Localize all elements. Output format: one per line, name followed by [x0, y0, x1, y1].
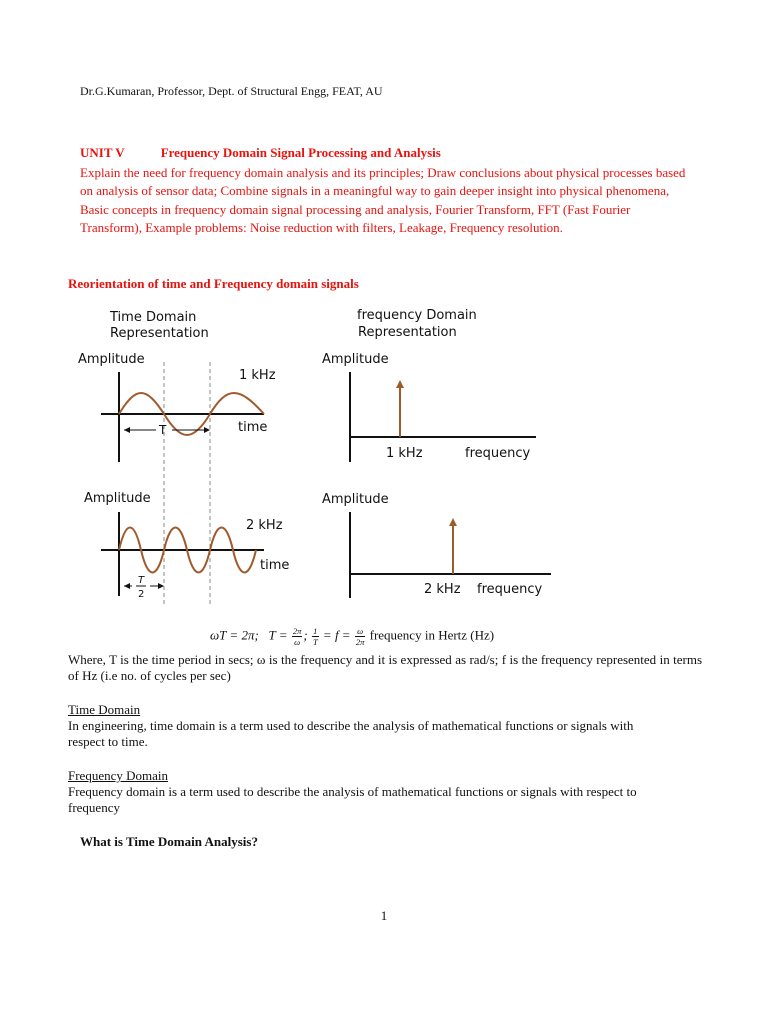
document-header: Dr.G.Kumaran, Professor, Dept. of Structural Engg, FEAT, AU: [80, 84, 383, 98]
formula-fraction-3: [355, 626, 366, 647]
formula-frac1-num: 2π: [292, 626, 302, 636]
period-arrow-right-head: [204, 427, 210, 433]
formula-suffix: frequency in Hertz (Hz): [369, 627, 495, 643]
frequency-domain-section: [68, 768, 668, 816]
top-right-frequency-label: frequency: [465, 446, 531, 461]
half-period-numerator: T: [138, 575, 145, 586]
spectral-line-2khz-head: [449, 518, 457, 526]
top-left-freq-label: 1 kHz: [239, 368, 276, 383]
time-domain-title-line1: Time Domain: [110, 310, 197, 325]
where-paragraph: Where, T is the time period in secs; ω is the frequency and it is expressed as rad/s; f is the frequency represented in terms of Hz (i.e no. of cycles per sec): [68, 652, 702, 683]
half-period-denominator: 2: [138, 589, 145, 600]
page-number: 1: [380, 908, 388, 923]
formula-frac1-den: ω: [294, 637, 301, 647]
time-domain-title-line2: Representation: [110, 326, 209, 341]
bottom-left-amplitude-label: Amplitude: [84, 491, 151, 506]
bottom-right-amplitude-label: Amplitude: [322, 492, 389, 507]
formula-part2: T =: [268, 627, 288, 643]
frequency-domain-heading: Frequency Domain: [68, 768, 169, 783]
top-left-time-label: time: [238, 420, 268, 435]
unit-title: [80, 145, 441, 161]
period-label: T: [159, 423, 167, 437]
freq-domain-title-line1: frequency Domain: [357, 308, 477, 323]
spectral-line-1khz-head: [396, 380, 404, 388]
bottom-left-time-label: time: [260, 558, 290, 573]
formula-fraction-2: [312, 626, 319, 647]
bottom-left-freq-label: 2 kHz: [246, 518, 283, 533]
time-frequency-figure: [76, 300, 576, 610]
top-right-peak-label: 1 kHz: [386, 446, 423, 461]
formula-part3: = f =: [322, 627, 351, 643]
formula-frac2-num: 1: [313, 626, 318, 636]
formula-fraction-1: [292, 626, 303, 647]
freq-domain-title-line2: Representation: [358, 325, 457, 340]
half-period-arrow-right-head: [158, 583, 164, 589]
formula-frac3-den: 2π: [355, 637, 365, 647]
formula-part1: ωT = 2π;: [210, 627, 259, 643]
frequency-domain-body: Frequency domain is a term used to describe the analysis of mathematical functions or signals with respect to frequency: [68, 784, 637, 815]
formula-separator: ;: [303, 627, 308, 643]
formula-frac3-num: ω: [355, 626, 366, 637]
unit-number: UNIT V: [80, 145, 125, 160]
figure-svg: [76, 300, 576, 610]
time-domain-heading: Time Domain: [68, 702, 141, 717]
bottom-right-peak-label: 2 kHz: [424, 582, 461, 597]
time-domain-section: [68, 702, 668, 750]
top-left-amplitude-label: Amplitude: [78, 352, 145, 367]
top-right-amplitude-label: Amplitude: [322, 352, 389, 367]
time-domain-analysis-question: What is Time Domain Analysis?: [80, 834, 258, 849]
section-heading: Reorientation of time and Frequency domain signals: [68, 276, 359, 291]
bottom-right-frequency-label: frequency: [477, 582, 543, 597]
half-period-arrow-left-head: [124, 583, 130, 589]
unit-name: Frequency Domain Signal Processing and Analysis: [160, 145, 441, 160]
frequency-formula: [210, 626, 494, 647]
formula-frac2-den: T: [312, 637, 318, 647]
time-domain-body: In engineering, time domain is a term used to describe the analysis of mathematical functions or signals with respect to time.: [68, 718, 634, 749]
period-arrow-left-head: [124, 427, 130, 433]
unit-description: Explain the need for frequency domain analysis and its principles; Draw conclusions about physical processes based on analysis of sensor data; Combine signals in a meaningful way to gain deeper insight into physical phenomena, Basic concepts in frequency domain signal processing and analysis, Fourier Transform, FFT (Fast Fourier Transform), Example problems: Noise reduction with filters, Leakage, Frequency resolution.: [80, 165, 686, 236]
